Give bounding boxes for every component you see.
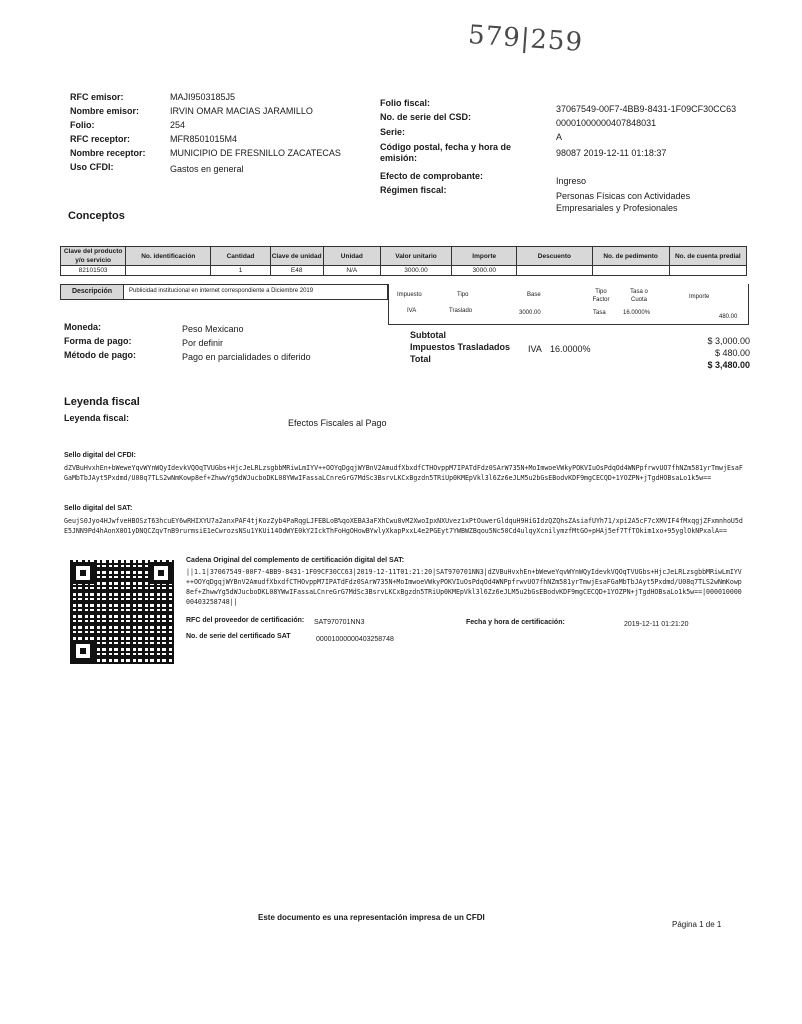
cadena-value: ||1.1|37067549-00F7-4BB9-8431-1F09CF30CC63|2019-12-11T01:21:20|SAT970701NN3|dZVBuHvxhEn+bWeweYqvWYnWQyIdevkVQOqTVUGbs+HjcJeLRLzsgbbMRiwLmIYV++OOYqDgqjWYBnV2AmudfXbxdfCTHOvppM7IPATdFdz0SArW735N+MoImwoeVWkyPOKVIuOsPdqOd4WNPpfrwvUO7fhNZm581yrTmwjEsaFGaMbTbJAyt5Pxdmd/U08q7TLS2wNmKowp8ef+ZhwwYg5dWJucboDKL08YWwIFassaLCnreGrG7MdSc3BsrvLKCxBgzdn5TRiUp0KMEpVkl3l6Zz6eJLM5u2bGsEBodvKDF9mgCECQD+1YOZPN+jTgdHOBsaLo1k5w==|00001000000403258748|| bbox=[186, 568, 742, 606]
subtotal-label: Subtotal bbox=[410, 330, 446, 340]
codigo-value: 98087 2019-12-11 01:18:37 bbox=[556, 148, 667, 158]
moneda-label: Moneda: bbox=[64, 322, 101, 332]
header-unidad: Unidad bbox=[323, 247, 380, 266]
metodo-pago-value: Pago en parcialidades o diferido bbox=[182, 352, 311, 362]
nombre-emisor-label: Nombre emisor: bbox=[70, 106, 140, 116]
qr-code bbox=[70, 560, 174, 664]
folio-value: 254 bbox=[170, 120, 186, 130]
total-value: $ 3,480.00 bbox=[707, 360, 750, 370]
regimen-value: Personas Físicas con Actividades Empresariales y Profesionales bbox=[556, 191, 691, 213]
serie-csd-label: No. de serie del CSD: bbox=[380, 112, 472, 122]
imp-header-impuesto: Impuesto bbox=[397, 292, 422, 298]
codigo-label: Código postal, fecha y hora de emisión: bbox=[380, 142, 512, 163]
sello-cfdi-label: Sello digital del CFDI: bbox=[64, 452, 136, 459]
imp-cell-impuesto: IVA bbox=[407, 308, 417, 314]
cadena-label: Cadena Original del complemento de certificación digital del SAT: bbox=[186, 557, 405, 564]
forma-pago-value: Por definir bbox=[182, 338, 224, 348]
nombre-receptor-label: Nombre receptor: bbox=[70, 148, 146, 158]
impuestos-trasladados-label: Impuestos Trasladados bbox=[410, 342, 511, 352]
subtotal-value: $ 3,000.00 bbox=[707, 336, 750, 346]
forma-pago-label: Forma de pago: bbox=[64, 336, 132, 346]
impuestos-table bbox=[388, 284, 749, 325]
efecto-value: Ingreso bbox=[556, 176, 587, 186]
folio-fiscal-value: 37067549-00F7-4BB9-8431-1F09CF30CC63 bbox=[556, 104, 737, 114]
serie-certificado-sat-value: 00001000000403258748 bbox=[316, 636, 394, 643]
imp-header-importe: Importe bbox=[689, 294, 710, 300]
header-importe: Importe bbox=[452, 247, 517, 266]
nombre-emisor-value: IRVIN OMAR MACIAS JARAMILLO bbox=[170, 106, 313, 116]
qr-finder-top-left bbox=[72, 562, 94, 584]
header-clave-producto: Clave del producto y/o servicio bbox=[61, 247, 126, 266]
imp-header-tipo-factor: Tipo Factor bbox=[592, 289, 610, 303]
efecto-label: Efecto de comprobante: bbox=[380, 171, 484, 181]
fiscal-block bbox=[380, 98, 760, 218]
conceptos-table bbox=[60, 246, 747, 276]
total-label: Total bbox=[410, 354, 431, 364]
cell-valor-unitario: 3000.00 bbox=[380, 266, 451, 276]
descripcion-value: Publicidad institucional en internet correspondiente a Diciembre 2019 bbox=[129, 288, 314, 294]
cell-descuento bbox=[517, 266, 592, 276]
page-number: Página 1 de 1 bbox=[672, 920, 722, 929]
impuestos-tasa: 16.0000% bbox=[550, 344, 591, 354]
rfc-proveedor-value: SAT970701NN3 bbox=[314, 619, 365, 626]
cell-unidad: N/A bbox=[323, 266, 380, 276]
cell-importe: 3000.00 bbox=[452, 266, 517, 276]
header-no-pedimento: No. de pedimento bbox=[592, 247, 669, 266]
cell-no-cuenta-predial bbox=[669, 266, 746, 276]
qr-finder-top-right bbox=[150, 562, 172, 584]
header-valor-unitario: Valor unitario bbox=[380, 247, 451, 266]
pago-block bbox=[64, 322, 384, 362]
serie-csd-value: 00001000000407848031 bbox=[556, 118, 657, 128]
imp-cell-importe: 480.00 bbox=[719, 314, 738, 320]
imp-header-base: Base bbox=[527, 292, 541, 298]
header-no-identificacion: No. identificación bbox=[126, 247, 211, 266]
leyenda-value: Efectos Fiscales al Pago bbox=[288, 418, 387, 428]
imp-cell-base: 3000.00 bbox=[519, 310, 541, 316]
sello-sat-value: GeujS0Jyo4HJwfveHBOSzT63hcuEY6wRHIXYU7a2anxPAF4tjKozZyb4PaRqgLJFEBLoB%qoXEBA3aFXhCwu8vM2XwoIpxNXUvez1xPtOuwerGldquH9HiGIdzQZQhsZAsiafUYh71/xpi2A5cF7cXMVIF4fMxqgjZFxmnhoU5dE5JNN9Pd4hAonX0O1yDNQCZqvTnB9rurmsiE1eCwrozsNSu1YKUi14OdWYE0kY2IckThFoHgOHowBYwlyXkapPxxL4e2PGEyt7YWBWZBqou5Nc50Cd4ulqyXcnilymzfMtGO+pHAj5ef7TfTOkim1xo+95yglOkNPxalA== bbox=[64, 517, 743, 535]
fecha-certificacion-label: Fecha y hora de certificación: bbox=[466, 619, 565, 626]
serie-value: A bbox=[556, 132, 563, 142]
rfc-receptor-value: MFR8501015M4 bbox=[170, 134, 238, 144]
imp-header-tasa-cuota: Tasa o Cuota bbox=[630, 289, 648, 303]
footer-text: Este documento es una representación impresa de un CFDI bbox=[258, 913, 485, 922]
leyenda-label: Leyenda fiscal: bbox=[64, 413, 130, 423]
qr-finder-bottom-left bbox=[72, 640, 94, 662]
cell-clave-unidad: E48 bbox=[270, 266, 323, 276]
moneda-value: Peso Mexicano bbox=[182, 324, 244, 334]
cell-no-pedimento bbox=[592, 266, 669, 276]
header-clave-unidad: Clave de unidad bbox=[270, 247, 323, 266]
metodo-pago-label: Método de pago: bbox=[64, 350, 136, 360]
sello-sat-label: Sello digital del SAT: bbox=[64, 505, 133, 512]
impuestos-tipo: IVA bbox=[528, 344, 542, 354]
nombre-receptor-value: MUNICIPIO DE FRESNILLO ZACATECAS bbox=[170, 148, 341, 158]
totales-block bbox=[410, 330, 750, 370]
uso-cfdi-label: Uso CFDI: bbox=[70, 162, 114, 172]
rfc-emisor-value: MAJI9503185J5 bbox=[170, 92, 236, 102]
imp-cell-tipo-factor: Tasa bbox=[593, 310, 606, 316]
impuestos-value: $ 480.00 bbox=[714, 348, 750, 358]
sello-cfdi-value: dZVBuHvxhEn+bWeweYqvWYnWQyIdevkVQOqTVUGbs+HjcJeLRLzsgbbMRiwLmIYV++OOYqDgqjWYBnV2AmudfXbxdfCTHOvppM7IPATdFdz0SArW735N+MoImwoeVWkyPOKVIuOsPdqOd4WNPpfrwvUO7fhNZm581yrTmwjEsaFGaMbTbJAyt5Pxdmd/U08q7TLS2wNmKowp8ef+ZhwwYg5dWJucboDKL08YWwIFassaLCnreGrG7MdSc3BsrvLKCxBgzdn5TRiUp0KMEpVkl3l6Zz6eJLM5u2bGsEBodvKDF9mgCECQD+1YOZPN+jTgdHOBsaLo1k5w== bbox=[64, 464, 743, 482]
descripcion-label: Descripción bbox=[61, 285, 124, 299]
table-row bbox=[61, 266, 747, 276]
handwritten-annotation: 579|259 bbox=[467, 20, 584, 58]
header-no-cuenta-predial: No. de cuenta predial bbox=[669, 247, 746, 266]
imp-header-tipo: Tipo bbox=[457, 292, 469, 298]
folio-fiscal-label: Folio fiscal: bbox=[380, 98, 431, 108]
cell-no-identificacion bbox=[126, 266, 211, 276]
cell-cantidad: 1 bbox=[211, 266, 270, 276]
rfc-proveedor-label: RFC del proveedor de certificación: bbox=[186, 617, 305, 624]
regimen-label: Régimen fiscal: bbox=[380, 185, 447, 195]
imp-cell-tasa-cuota: 16.0000% bbox=[623, 310, 651, 316]
rfc-receptor-label: RFC receptor: bbox=[70, 134, 131, 144]
folio-label: Folio: bbox=[70, 120, 95, 130]
uso-cfdi-value: Gastos en general bbox=[170, 164, 244, 174]
rfc-emisor-label: RFC emisor: bbox=[70, 92, 124, 102]
table-header-row bbox=[61, 247, 747, 266]
fecha-certificacion-value: 2019-12-11 01:21:20 bbox=[624, 621, 689, 628]
serie-label: Serie: bbox=[380, 127, 406, 137]
cell-clave-producto: 82101503 bbox=[61, 266, 126, 276]
header-cantidad: Cantidad bbox=[211, 247, 270, 266]
header-descuento: Descuento bbox=[517, 247, 592, 266]
imp-cell-tipo: Traslado bbox=[449, 308, 473, 314]
descripcion-row bbox=[60, 284, 388, 300]
serie-certificado-sat-label: No. de serie del certificado SAT bbox=[186, 633, 291, 640]
conceptos-title: Conceptos bbox=[68, 210, 125, 222]
leyenda-title: Leyenda fiscal bbox=[64, 396, 140, 408]
